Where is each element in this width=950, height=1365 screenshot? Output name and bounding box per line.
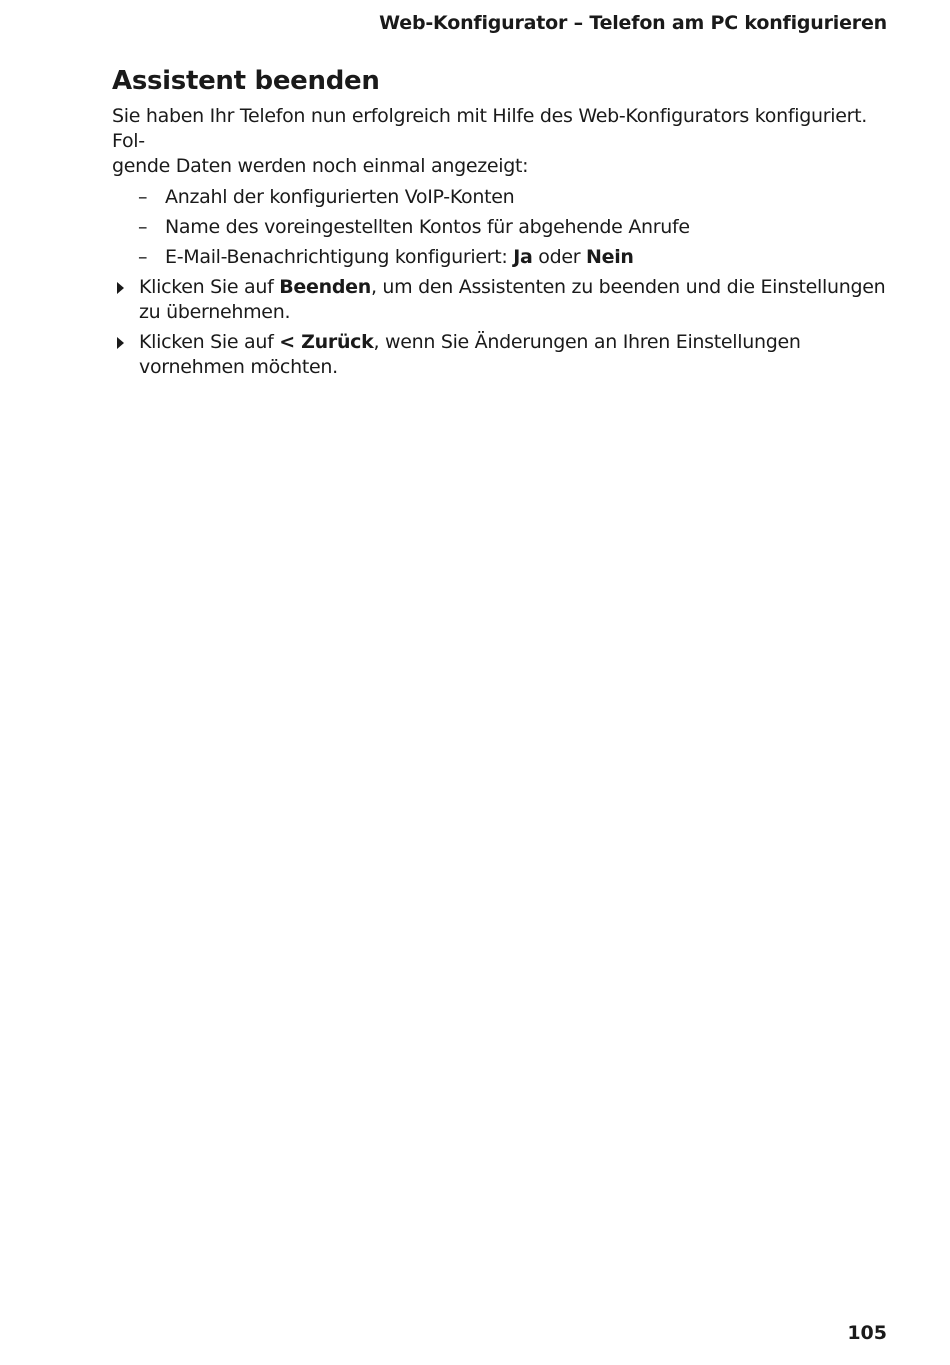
triangle-right-icon xyxy=(117,337,124,349)
data-list xyxy=(112,185,888,270)
list-item xyxy=(112,215,888,240)
step-item xyxy=(112,330,888,380)
back-button-label: < Zurück xyxy=(279,331,374,353)
section-title: Assistent beenden xyxy=(112,66,380,96)
intro-paragraph: Sie haben Ihr Telefon nun erfolgreich mit Hilfe des Web-Konfigurators konfiguriert. Fol- gende Daten werden noch einmal angezeigt: xyxy=(112,105,868,177)
step-text-suffix: , wenn Sie Änderungen an Ihren Einstellungen vornehmen möchten. xyxy=(139,331,801,378)
running-header: Web-Konfigurator – Telefon am PC konfigurieren xyxy=(379,12,887,34)
dash-marker: – xyxy=(138,216,148,238)
option-yes: Ja xyxy=(513,246,533,268)
step-text-prefix: Klicken Sie auf xyxy=(139,276,280,298)
page-number: 105 xyxy=(847,1322,887,1344)
intro-paragraph-line2: gende Daten werden noch einmal angezeigt: xyxy=(112,155,529,177)
triangle-right-icon xyxy=(117,282,124,294)
list-item-text-prefix: E-Mail-Benachrichtigung konfiguriert: xyxy=(165,246,514,268)
list-item-text-middle: oder xyxy=(532,246,586,268)
list-item xyxy=(112,185,888,210)
main-content xyxy=(112,64,888,385)
step-text-suffix: , um den Assistenten zu beenden und die Einstellungen zu übernehmen. xyxy=(139,276,886,323)
list-item xyxy=(112,245,888,270)
list-item-text: Name des voreingestellten Kontos für abgehende Anrufe xyxy=(165,216,690,238)
list-item-text: Anzahl der konfigurierten VoIP-Konten xyxy=(165,186,515,208)
dash-marker: – xyxy=(138,246,148,268)
finish-button-label: Beenden xyxy=(279,276,371,298)
step-list xyxy=(112,275,888,380)
option-no: Nein xyxy=(586,246,634,268)
step-text-prefix: Klicken Sie auf xyxy=(139,331,280,353)
step-item xyxy=(112,275,888,325)
dash-marker: – xyxy=(138,186,148,208)
